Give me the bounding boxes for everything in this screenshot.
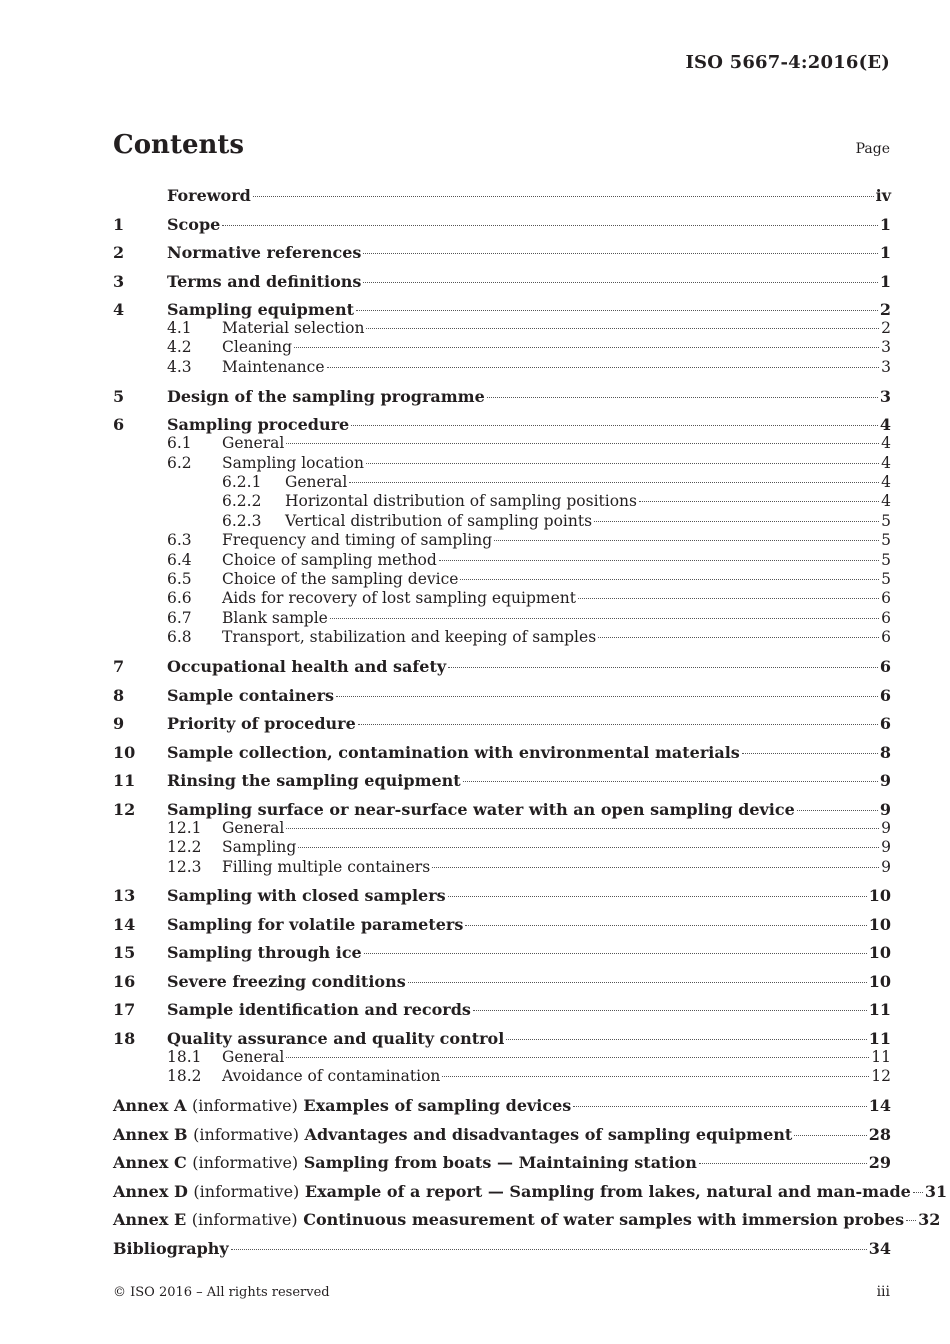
toc-entry[interactable]	[113, 1048, 891, 1067]
toc-entry[interactable]	[113, 358, 891, 377]
toc-entry-number: 7	[113, 657, 125, 677]
toc-entry-page: 4	[879, 415, 891, 435]
toc-entry[interactable]	[113, 838, 891, 857]
dot-leader	[408, 982, 867, 983]
toc-entry-title: Sampling equipment	[167, 300, 354, 319]
toc-entry[interactable]	[113, 800, 891, 819]
toc-bibliography-entry[interactable]	[113, 1239, 891, 1258]
dot-leader	[494, 540, 879, 541]
toc-entry[interactable]	[113, 272, 891, 291]
toc-entry-page: 9	[881, 818, 891, 837]
toc-entry-page: 3	[881, 357, 891, 376]
toc-entry-page: 4	[881, 473, 891, 492]
toc-entry-title: General	[222, 434, 285, 453]
annex-type: (informative)	[191, 1210, 298, 1230]
toc-entry-number: 6.2.2	[222, 492, 262, 511]
toc-entry-title: Sample identification and records	[167, 1000, 471, 1020]
toc-entry-title: Maintenance	[222, 357, 325, 376]
toc-entry[interactable]	[113, 743, 891, 762]
annex-type: (informative)	[191, 1096, 298, 1116]
page-column-label: Page	[855, 141, 890, 157]
toc-entry-number: 13	[113, 886, 136, 906]
toc-entry-number: 8	[113, 685, 125, 705]
annex-page: 29	[868, 1153, 891, 1173]
toc-entry-page: 6	[881, 589, 891, 608]
toc-entry[interactable]	[113, 551, 891, 570]
dot-leader	[913, 1192, 923, 1193]
annex-type: (informative)	[192, 1153, 299, 1173]
toc-entry[interactable]	[113, 492, 891, 511]
toc-entry-number: 1	[113, 214, 125, 234]
toc-entry[interactable]	[113, 186, 891, 205]
annex-label	[113, 1210, 904, 1229]
toc-entry[interactable]	[113, 886, 891, 905]
dot-leader	[463, 781, 878, 782]
dot-leader	[222, 225, 878, 226]
toc-entry-number: 3	[113, 271, 125, 291]
toc-entry[interactable]	[113, 609, 891, 628]
toc-entry-number: 6.8	[167, 628, 192, 647]
annex-label	[113, 1182, 911, 1201]
table-of-contents	[113, 183, 948, 1258]
toc-annex-entry[interactable]	[113, 1125, 891, 1144]
toc-entry[interactable]	[113, 915, 891, 934]
dot-leader	[598, 637, 879, 638]
dot-leader	[358, 724, 878, 725]
toc-entry[interactable]	[113, 387, 891, 406]
dot-leader	[460, 579, 879, 580]
dot-leader	[294, 347, 879, 348]
dot-leader	[432, 867, 879, 868]
dot-leader	[439, 560, 879, 561]
toc-entry-title: Sampling	[222, 838, 297, 857]
annex-label	[113, 1125, 792, 1144]
toc-entry-number: 6.1	[167, 434, 192, 453]
dot-leader	[699, 1163, 867, 1164]
toc-entry-title: Design of the sampling programme	[167, 386, 485, 406]
copyright-notice: © ISO 2016 – All rights reserved	[113, 1285, 330, 1300]
toc-entry-title: Quality assurance and quality control	[167, 1028, 505, 1048]
toc-entry-page: 3	[881, 338, 891, 357]
dot-leader	[465, 925, 866, 926]
bibliography-page: 34	[868, 1238, 891, 1258]
dot-leader	[231, 1249, 867, 1250]
toc-entry-page: 10	[868, 886, 891, 906]
toc-entry-title: Sample containers	[167, 685, 334, 705]
toc-entry-page: 4	[881, 492, 891, 511]
toc-entry-number: 6.3	[167, 531, 192, 550]
toc-entry-page: 1	[879, 214, 891, 234]
toc-entry-number: 12.2	[167, 838, 202, 857]
toc-entry[interactable]	[113, 1000, 891, 1019]
toc-entry-page: 5	[881, 570, 891, 589]
toc-entry-page: 5	[881, 531, 891, 550]
toc-entry[interactable]	[113, 338, 891, 357]
toc-entry[interactable]	[113, 243, 891, 262]
toc-entry-title: Sampling with closed samplers	[167, 886, 446, 906]
toc-entry-number: 2	[113, 243, 125, 262]
dot-leader	[298, 847, 879, 848]
dot-leader	[366, 328, 879, 329]
toc-entry[interactable]	[113, 319, 891, 338]
annex-label	[113, 1153, 697, 1172]
dot-leader	[448, 896, 867, 897]
toc-entry[interactable]	[113, 819, 891, 838]
toc-entry-title: Horizontal distribution of sampling positions	[285, 492, 637, 511]
toc-entry-number: 10	[113, 742, 136, 762]
toc-entry-title: Vertical distribution of sampling points	[285, 511, 593, 530]
annex-id: Annex D	[113, 1181, 188, 1201]
toc-entry-number: 4	[113, 300, 125, 319]
dot-leader	[506, 1039, 866, 1040]
toc-entry-page: 8	[879, 742, 891, 762]
toc-entry-title: Sample collection, contamination with environmental materials	[167, 742, 740, 762]
toc-entry-number: 9	[113, 714, 125, 734]
dot-leader	[442, 1076, 869, 1077]
toc-entry-title: Normative references	[167, 243, 362, 262]
toc-entry-page: 12	[871, 1067, 891, 1086]
toc-entry-page: 11	[871, 1047, 891, 1066]
toc-entry-title: Transport, stabilization and keeping of samples	[222, 628, 597, 647]
annex-id: Annex E	[113, 1210, 187, 1230]
toc-entry-title: Choice of the sampling device	[222, 570, 459, 589]
toc-entry-title: Filling multiple containers	[222, 857, 431, 876]
toc-entry-page: 1	[879, 243, 891, 262]
toc-entry-title: Foreword	[167, 186, 251, 205]
contents-header	[113, 130, 890, 160]
toc-entry-title: Frequency and timing of sampling	[222, 531, 493, 550]
document-id: ISO 5667-4:2016(E)	[685, 52, 890, 73]
toc-entry-page: 9	[881, 838, 891, 857]
toc-entry-number: 5	[113, 386, 125, 406]
annex-title: Example of a report — Sampling from lakes, natural and man-made	[304, 1181, 911, 1201]
toc-entry[interactable]	[113, 972, 891, 991]
dot-leader	[906, 1220, 916, 1221]
toc-entry-title: Sampling location	[222, 453, 364, 472]
toc-entry-title: Scope	[167, 214, 221, 234]
dot-leader	[356, 310, 878, 311]
toc-entry-number: 4.2	[167, 338, 192, 357]
toc-entry-page: 9	[879, 799, 891, 819]
toc-entry[interactable]	[113, 454, 891, 473]
annex-label	[113, 1096, 571, 1115]
annex-type: (informative)	[193, 1124, 299, 1144]
dot-leader	[349, 482, 879, 483]
toc-entry[interactable]	[113, 1029, 891, 1048]
toc-entry-number: 11	[113, 771, 136, 791]
toc-entry-number: 12	[113, 799, 136, 819]
toc-entry-page: 10	[868, 914, 891, 934]
annex-page: 31	[924, 1181, 948, 1201]
dot-leader	[639, 501, 879, 502]
toc-entry-page: 11	[868, 1000, 891, 1020]
toc-entry-page: 2	[881, 319, 891, 337]
toc-entry[interactable]	[113, 628, 891, 647]
toc-entry-title: General	[285, 473, 348, 492]
dot-leader	[573, 1106, 866, 1107]
toc-entry-title: Rinsing the sampling equipment	[167, 771, 461, 791]
annex-id: Annex A	[113, 1096, 187, 1116]
toc-entry-number: 4.3	[167, 357, 192, 376]
dot-leader	[797, 810, 878, 811]
toc-entry-page: 10	[868, 943, 891, 963]
toc-entry-title: Sampling surface or near-surface water with an open sampling device	[167, 799, 795, 819]
toc-entry-title: Occupational health and safety	[167, 657, 447, 677]
dot-leader	[253, 196, 874, 197]
contents-title: Contents	[113, 130, 245, 160]
toc-annex-entry[interactable]	[113, 1153, 891, 1172]
toc-entry-number: 12.1	[167, 818, 202, 837]
dot-leader	[286, 1057, 869, 1058]
toc-entry[interactable]	[113, 473, 891, 492]
toc-entry-title: Sampling through ice	[167, 943, 362, 963]
toc-entry-page: 10	[868, 971, 891, 991]
toc-entry-number: 6.6	[167, 589, 192, 608]
dot-leader	[351, 425, 878, 426]
toc-entry[interactable]	[113, 415, 891, 434]
toc-entry[interactable]	[113, 657, 891, 676]
toc-entry-number: 16	[113, 971, 136, 991]
toc-entry-number: 6.2	[167, 453, 192, 472]
toc-entry[interactable]	[113, 943, 891, 962]
toc-entry-number: 6.7	[167, 608, 192, 627]
toc-entry-number: 15	[113, 943, 136, 963]
dot-leader	[487, 397, 878, 398]
dot-leader	[578, 598, 879, 599]
toc-entry-number: 18.1	[167, 1047, 202, 1066]
toc-entry-page: 6	[881, 608, 891, 627]
toc-entry[interactable]	[113, 215, 891, 234]
annex-title: Examples of sampling devices	[303, 1096, 572, 1116]
annex-title: Advantages and disadvantages of sampling equipment	[304, 1124, 793, 1144]
dot-leader	[336, 696, 878, 697]
toc-entry-page: 5	[881, 511, 891, 530]
toc-entry-page: 6	[879, 714, 891, 734]
toc-entry-number: 18	[113, 1028, 136, 1048]
toc-entry[interactable]	[113, 771, 891, 790]
annex-type: (informative)	[193, 1181, 300, 1201]
dot-leader	[794, 1135, 866, 1136]
toc-entry[interactable]	[113, 714, 891, 733]
toc-entry-page: 11	[868, 1028, 891, 1048]
dot-leader	[473, 1010, 867, 1011]
dot-leader	[330, 618, 879, 619]
toc-entry-page: 4	[881, 434, 891, 453]
dot-leader	[363, 253, 877, 254]
toc-entry-title: Sampling for volatile parameters	[167, 914, 464, 934]
annex-title: Continuous measurement of water samples with immersion probes	[303, 1210, 905, 1230]
dot-leader	[286, 828, 879, 829]
toc-entry-page: 9	[879, 771, 891, 791]
toc-entry[interactable]	[113, 300, 891, 319]
toc-entry-title: Terms and definitions	[167, 271, 362, 291]
annex-id: Annex C	[113, 1153, 187, 1173]
dot-leader	[364, 953, 867, 954]
toc-entry-number: 6.2.1	[222, 473, 262, 492]
dot-leader	[366, 463, 879, 464]
toc-entry-number: 6.2.3	[222, 511, 262, 530]
toc-entry[interactable]	[113, 531, 891, 550]
dot-leader	[327, 367, 880, 368]
toc-entry-page: iv	[875, 186, 891, 205]
toc-entry-title: General	[222, 1047, 285, 1066]
toc-entry-page: 6	[881, 628, 891, 647]
toc-entry-title: Material selection	[222, 319, 365, 337]
toc-entry[interactable]	[113, 1067, 891, 1086]
annex-title: Sampling from boats — Maintaining station	[303, 1153, 697, 1173]
toc-entry[interactable]	[113, 589, 891, 608]
toc-entry-page: 2	[879, 300, 891, 319]
dot-leader	[594, 521, 879, 522]
annex-page: 14	[868, 1096, 891, 1116]
toc-entry-number: 14	[113, 914, 136, 934]
toc-entry-page: 4	[881, 453, 891, 472]
toc-entry-title: Aids for recovery of lost sampling equipment	[222, 589, 576, 608]
annex-page: 28	[868, 1124, 891, 1144]
toc-entry-title: Priority of procedure	[167, 714, 356, 734]
dot-leader	[286, 443, 879, 444]
toc-entry[interactable]	[113, 858, 891, 877]
annex-id: Annex B	[113, 1124, 188, 1144]
toc-entry[interactable]	[113, 512, 891, 531]
page-number: iii	[876, 1284, 890, 1300]
toc-entry[interactable]	[113, 570, 891, 589]
dot-leader	[448, 667, 878, 668]
toc-entry-title: General	[222, 818, 285, 837]
toc-entry-page: 3	[879, 386, 891, 406]
toc-entry-title: Avoidance of contamination	[222, 1067, 441, 1086]
toc-entry-number: 12.3	[167, 857, 202, 876]
toc-entry-title: Cleaning	[222, 338, 293, 357]
toc-entry-number: 17	[113, 1000, 136, 1020]
bibliography-label: Bibliography	[113, 1238, 229, 1258]
toc-entry-number: 6.5	[167, 570, 192, 589]
annex-page: 32	[918, 1210, 941, 1230]
toc-entry-number: 18.2	[167, 1067, 202, 1086]
toc-annex-entry[interactable]	[113, 1210, 941, 1230]
toc-entry-title: Choice of sampling method	[222, 550, 437, 569]
toc-annex-entry[interactable]	[113, 1181, 948, 1201]
toc-entry-title: Sampling procedure	[167, 415, 350, 435]
toc-entry-page: 6	[879, 657, 891, 677]
toc-entry-number: 6	[113, 415, 125, 435]
toc-entry-page: 9	[881, 857, 891, 876]
toc-annex-entry[interactable]	[113, 1096, 891, 1115]
toc-entry-page: 5	[881, 550, 891, 569]
dot-leader	[363, 282, 877, 283]
toc-entry[interactable]	[113, 686, 891, 705]
toc-entry-page: 1	[879, 271, 891, 291]
toc-entry-title: Severe freezing conditions	[167, 971, 406, 991]
toc-entry-page: 6	[879, 685, 891, 705]
toc-entry-number: 4.1	[167, 319, 192, 337]
toc-entry-title: Blank sample	[222, 608, 328, 627]
toc-entry-number: 6.4	[167, 550, 192, 569]
toc-entry[interactable]	[113, 434, 891, 453]
dot-leader	[742, 753, 878, 754]
